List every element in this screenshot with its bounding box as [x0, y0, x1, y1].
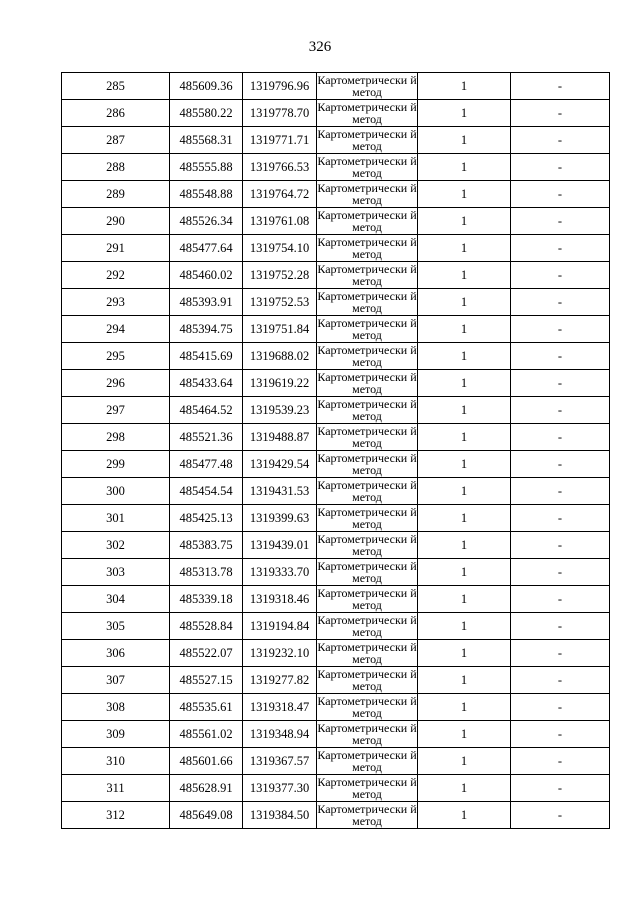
- x-coordinate-cell: 485601.66: [170, 748, 243, 775]
- method-cell: Картометрически й метод: [317, 478, 417, 504]
- y-coordinate-cell: 1319384.50: [243, 802, 317, 829]
- point-number-cell: 310: [62, 748, 170, 775]
- x-coordinate-cell: 485339.18: [170, 586, 243, 613]
- accuracy-cell: 1: [418, 73, 511, 100]
- accuracy-cell: 1: [418, 424, 511, 451]
- table-row: [62, 775, 610, 802]
- table-row: [62, 127, 610, 154]
- method-cell: Картометрически й метод: [317, 451, 417, 477]
- accuracy-cell: 1: [418, 208, 511, 235]
- accuracy-cell: 1: [418, 154, 511, 181]
- method-cell: Картометрически й метод: [317, 694, 417, 720]
- method-cell: Картометрически й метод: [317, 505, 417, 531]
- y-coordinate-cell: 1319194.84: [243, 613, 317, 640]
- point-number-cell: 294: [62, 316, 170, 343]
- coordinates-table: [61, 72, 610, 829]
- note-cell: -: [511, 775, 610, 802]
- y-coordinate-cell: 1319754.10: [243, 235, 317, 262]
- point-number-cell: 293: [62, 289, 170, 316]
- accuracy-cell: 1: [418, 370, 511, 397]
- y-coordinate-cell: 1319348.94: [243, 721, 317, 748]
- method-cell: Картометрически й метод: [317, 775, 417, 801]
- table-row: [62, 478, 610, 505]
- point-number-cell: 304: [62, 586, 170, 613]
- x-coordinate-cell: 485528.84: [170, 613, 243, 640]
- point-number-cell: 301: [62, 505, 170, 532]
- note-cell: -: [511, 100, 610, 127]
- note-cell: -: [511, 316, 610, 343]
- table-row: [62, 613, 610, 640]
- x-coordinate-cell: 485535.61: [170, 694, 243, 721]
- accuracy-cell: 1: [418, 262, 511, 289]
- note-cell: -: [511, 559, 610, 586]
- method-cell: Картометрически й метод: [317, 208, 417, 234]
- point-number-cell: 307: [62, 667, 170, 694]
- point-number-cell: 312: [62, 802, 170, 829]
- accuracy-cell: 1: [418, 694, 511, 721]
- point-number-cell: 292: [62, 262, 170, 289]
- point-number-cell: 297: [62, 397, 170, 424]
- accuracy-cell: 1: [418, 586, 511, 613]
- table-row: [62, 154, 610, 181]
- method-cell: Картометрически й метод: [317, 424, 417, 450]
- point-number-cell: 295: [62, 343, 170, 370]
- y-coordinate-cell: 1319619.22: [243, 370, 317, 397]
- table-row: [62, 451, 610, 478]
- x-coordinate-cell: 485568.31: [170, 127, 243, 154]
- point-number-cell: 302: [62, 532, 170, 559]
- point-number-cell: 311: [62, 775, 170, 802]
- note-cell: -: [511, 127, 610, 154]
- accuracy-cell: 1: [418, 289, 511, 316]
- note-cell: -: [511, 397, 610, 424]
- point-number-cell: 306: [62, 640, 170, 667]
- accuracy-cell: 1: [418, 451, 511, 478]
- note-cell: -: [511, 667, 610, 694]
- method-cell: Картометрически й метод: [317, 316, 417, 342]
- y-coordinate-cell: 1319277.82: [243, 667, 317, 694]
- table-row: [62, 802, 610, 829]
- accuracy-cell: 1: [418, 640, 511, 667]
- y-coordinate-cell: 1319752.53: [243, 289, 317, 316]
- point-number-cell: 300: [62, 478, 170, 505]
- method-cell: Картометрически й метод: [317, 127, 417, 153]
- table-row: [62, 532, 610, 559]
- method-cell: Картометрически й метод: [317, 100, 417, 126]
- point-number-cell: 290: [62, 208, 170, 235]
- table-row: [62, 100, 610, 127]
- accuracy-cell: 1: [418, 478, 511, 505]
- table-row: [62, 667, 610, 694]
- x-coordinate-cell: 485628.91: [170, 775, 243, 802]
- method-cell: Картометрически й метод: [317, 559, 417, 585]
- accuracy-cell: 1: [418, 181, 511, 208]
- accuracy-cell: 1: [418, 721, 511, 748]
- method-cell: Картометрически й метод: [317, 397, 417, 423]
- accuracy-cell: 1: [418, 667, 511, 694]
- x-coordinate-cell: 485521.36: [170, 424, 243, 451]
- table-row: [62, 316, 610, 343]
- point-number-cell: 305: [62, 613, 170, 640]
- method-cell: Картометрически й метод: [317, 586, 417, 612]
- table-row: [62, 262, 610, 289]
- point-number-cell: 286: [62, 100, 170, 127]
- accuracy-cell: 1: [418, 748, 511, 775]
- point-number-cell: 308: [62, 694, 170, 721]
- y-coordinate-cell: 1319766.53: [243, 154, 317, 181]
- note-cell: -: [511, 154, 610, 181]
- note-cell: -: [511, 451, 610, 478]
- point-number-cell: 287: [62, 127, 170, 154]
- table-row: [62, 208, 610, 235]
- note-cell: -: [511, 721, 610, 748]
- accuracy-cell: 1: [418, 559, 511, 586]
- note-cell: -: [511, 505, 610, 532]
- accuracy-cell: 1: [418, 316, 511, 343]
- method-cell: Картометрически й метод: [317, 721, 417, 747]
- y-coordinate-cell: 1319751.84: [243, 316, 317, 343]
- accuracy-cell: 1: [418, 343, 511, 370]
- table-row: [62, 424, 610, 451]
- x-coordinate-cell: 485526.34: [170, 208, 243, 235]
- table-row: [62, 748, 610, 775]
- point-number-cell: 303: [62, 559, 170, 586]
- y-coordinate-cell: 1319318.47: [243, 694, 317, 721]
- method-cell: Картометрически й метод: [317, 748, 417, 774]
- point-number-cell: 298: [62, 424, 170, 451]
- x-coordinate-cell: 485393.91: [170, 289, 243, 316]
- accuracy-cell: 1: [418, 802, 511, 829]
- note-cell: -: [511, 73, 610, 100]
- x-coordinate-cell: 485649.08: [170, 802, 243, 829]
- note-cell: -: [511, 181, 610, 208]
- y-coordinate-cell: 1319796.96: [243, 73, 317, 100]
- note-cell: -: [511, 748, 610, 775]
- point-number-cell: 288: [62, 154, 170, 181]
- y-coordinate-cell: 1319778.70: [243, 100, 317, 127]
- table-row: [62, 505, 610, 532]
- x-coordinate-cell: 485580.22: [170, 100, 243, 127]
- method-cell: Картометрически й метод: [317, 262, 417, 288]
- y-coordinate-cell: 1319399.63: [243, 505, 317, 532]
- y-coordinate-cell: 1319377.30: [243, 775, 317, 802]
- table-row: [62, 181, 610, 208]
- point-number-cell: 285: [62, 73, 170, 100]
- y-coordinate-cell: 1319761.08: [243, 208, 317, 235]
- x-coordinate-cell: 485313.78: [170, 559, 243, 586]
- table-row: [62, 370, 610, 397]
- point-number-cell: 296: [62, 370, 170, 397]
- y-coordinate-cell: 1319232.10: [243, 640, 317, 667]
- table-row: [62, 289, 610, 316]
- x-coordinate-cell: 485383.75: [170, 532, 243, 559]
- note-cell: -: [511, 802, 610, 829]
- accuracy-cell: 1: [418, 532, 511, 559]
- x-coordinate-cell: 485527.15: [170, 667, 243, 694]
- point-number-cell: 299: [62, 451, 170, 478]
- y-coordinate-cell: 1319752.28: [243, 262, 317, 289]
- y-coordinate-cell: 1319439.01: [243, 532, 317, 559]
- point-number-cell: 291: [62, 235, 170, 262]
- table-row: [62, 73, 610, 100]
- method-cell: Картометрически й метод: [317, 154, 417, 180]
- note-cell: -: [511, 694, 610, 721]
- method-cell: Картометрически й метод: [317, 640, 417, 666]
- y-coordinate-cell: 1319333.70: [243, 559, 317, 586]
- note-cell: -: [511, 424, 610, 451]
- method-cell: Картометрически й метод: [317, 802, 417, 828]
- note-cell: -: [511, 289, 610, 316]
- x-coordinate-cell: 485433.64: [170, 370, 243, 397]
- table-row: [62, 721, 610, 748]
- x-coordinate-cell: 485425.13: [170, 505, 243, 532]
- note-cell: -: [511, 343, 610, 370]
- x-coordinate-cell: 485609.36: [170, 73, 243, 100]
- note-cell: -: [511, 370, 610, 397]
- accuracy-cell: 1: [418, 613, 511, 640]
- page-number: 326: [308, 39, 332, 55]
- y-coordinate-cell: 1319431.53: [243, 478, 317, 505]
- note-cell: -: [511, 208, 610, 235]
- table-row: [62, 559, 610, 586]
- y-coordinate-cell: 1319367.57: [243, 748, 317, 775]
- method-cell: Картометрически й метод: [317, 370, 417, 396]
- table-row: [62, 694, 610, 721]
- method-cell: Картометрически й метод: [317, 667, 417, 693]
- point-number-cell: 289: [62, 181, 170, 208]
- method-cell: Картометрически й метод: [317, 181, 417, 207]
- accuracy-cell: 1: [418, 100, 511, 127]
- method-cell: Картометрически й метод: [317, 235, 417, 261]
- accuracy-cell: 1: [418, 235, 511, 262]
- note-cell: -: [511, 640, 610, 667]
- note-cell: -: [511, 532, 610, 559]
- method-cell: Картометрически й метод: [317, 289, 417, 315]
- x-coordinate-cell: 485454.54: [170, 478, 243, 505]
- x-coordinate-cell: 485477.64: [170, 235, 243, 262]
- x-coordinate-cell: 485548.88: [170, 181, 243, 208]
- table-row: [62, 586, 610, 613]
- table-row: [62, 640, 610, 667]
- method-cell: Картометрически й метод: [317, 532, 417, 558]
- x-coordinate-cell: 485415.69: [170, 343, 243, 370]
- y-coordinate-cell: 1319318.46: [243, 586, 317, 613]
- point-number-cell: 309: [62, 721, 170, 748]
- method-cell: Картометрически й метод: [317, 343, 417, 369]
- note-cell: -: [511, 613, 610, 640]
- x-coordinate-cell: 485555.88: [170, 154, 243, 181]
- note-cell: -: [511, 478, 610, 505]
- x-coordinate-cell: 485561.02: [170, 721, 243, 748]
- accuracy-cell: 1: [418, 505, 511, 532]
- accuracy-cell: 1: [418, 775, 511, 802]
- y-coordinate-cell: 1319488.87: [243, 424, 317, 451]
- x-coordinate-cell: 485394.75: [170, 316, 243, 343]
- table-row: [62, 235, 610, 262]
- table-row: [62, 397, 610, 424]
- accuracy-cell: 1: [418, 397, 511, 424]
- note-cell: -: [511, 235, 610, 262]
- method-cell: Картометрически й метод: [317, 613, 417, 639]
- accuracy-cell: 1: [418, 127, 511, 154]
- table-body: [62, 73, 610, 829]
- note-cell: -: [511, 262, 610, 289]
- note-cell: -: [511, 586, 610, 613]
- y-coordinate-cell: 1319764.72: [243, 181, 317, 208]
- y-coordinate-cell: 1319688.02: [243, 343, 317, 370]
- y-coordinate-cell: 1319539.23: [243, 397, 317, 424]
- x-coordinate-cell: 485522.07: [170, 640, 243, 667]
- y-coordinate-cell: 1319771.71: [243, 127, 317, 154]
- method-cell: Картометрически й метод: [317, 73, 417, 99]
- y-coordinate-cell: 1319429.54: [243, 451, 317, 478]
- table-row: [62, 343, 610, 370]
- x-coordinate-cell: 485460.02: [170, 262, 243, 289]
- x-coordinate-cell: 485464.52: [170, 397, 243, 424]
- x-coordinate-cell: 485477.48: [170, 451, 243, 478]
